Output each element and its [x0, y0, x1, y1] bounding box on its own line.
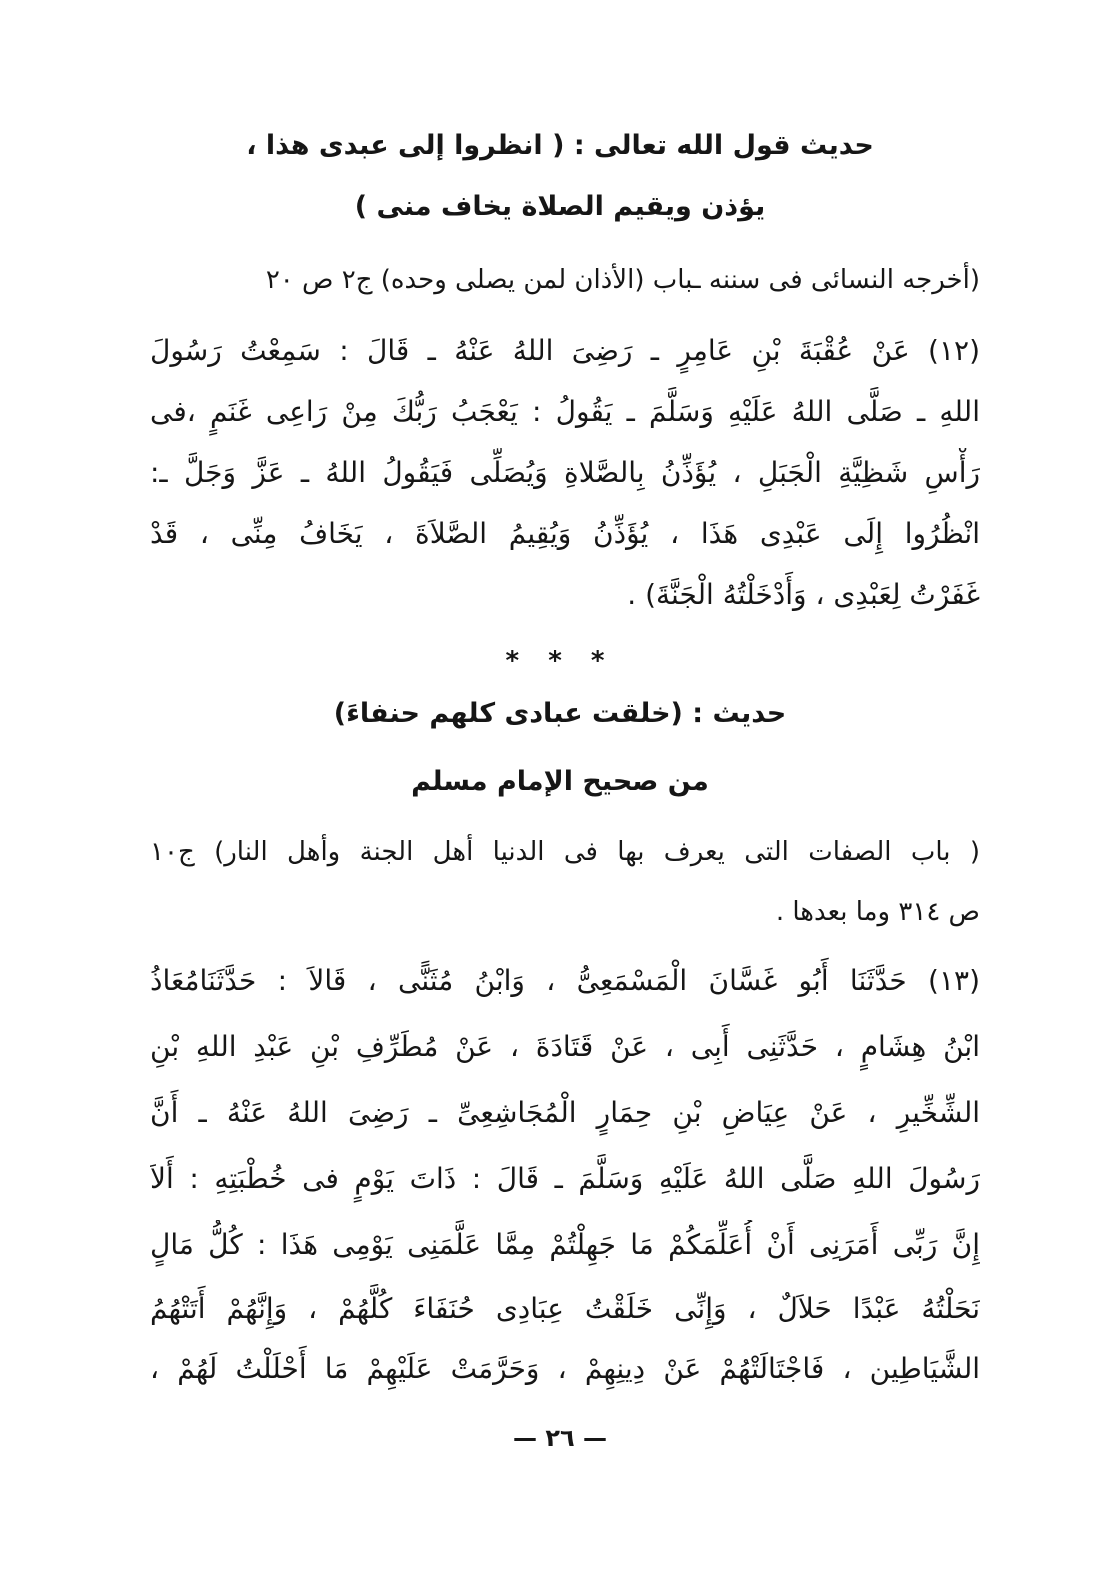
hadith-2-text-line-6: نَحَلْتُهُ عَبْدًا حَلاَلٌ ، وَإِنِّى خَلَقْتُ عِبَادِى حُنَفَاءَ كُلَّهُمْ ، وَإِنَّهُمْ أَتَتْهُمُ — [150, 1292, 980, 1325]
hadith-2-text-line-7: الشَّيَاطِين ، فَاجْتَالَتْهُمْ عَنْ دِينِهِمْ ، وَحَرَّمَتْ عَلَيْهِمْ مَا أَحْلَلْتُ لَهُمْ ، — [150, 1352, 980, 1385]
page-number: — ٢٦ — — [512, 1424, 607, 1452]
hadith-2-text-line-5: إِنَّ رَبِّى أَمَرَنِى أَنْ أُعَلِّمَكُمْ مَا جَهِلْتُمْ مِمَّا عَلَّمَنِى يَوْمِى هَذَا : كُلُّ مَالٍ — [150, 1228, 980, 1261]
hadith-2-source-line-1: ( باب الصفات التى يعرف بها فى الدنيا أهل الجنة وأهل النار) ج١٠ — [150, 837, 980, 867]
hadith-1-text-line-3: رَأْسِ شَظِيَّةِ الْجَبَلِ ، يُؤَذِّنُ بِالصَّلاةِ وَيُصَلِّى فَيَقُولُ اللهُ ـ عَزَّ وَجَلَّ ـ: — [150, 456, 980, 489]
hadith-1-text-line-5: غَفَرْتُ لِعَبْدِى ، وَأَدْخَلْتُهُ الْجَنَّةَ) . — [627, 578, 980, 611]
hadith-1-text-line-1: (١٢) عَنْ عُقْبَةَ بْنِ عَامِرٍ ـ رَضِىَ اللهُ عَنْهُ ـ قَالَ : سَمِعْتُ رَسُولَ — [150, 334, 980, 367]
section-separator: * * * — [505, 646, 615, 676]
hadith-2-heading: حديث : (خلقت عبادى كلهم حنفاءَ) — [333, 698, 787, 729]
hadith-2-subheading: من صحيح الإمام مسلم — [411, 766, 709, 797]
hadith-2-source-line-2: ص ٣١٤ وما بعدها . — [775, 897, 980, 927]
hadith-1-text-line-4: انْظُرُوا إِلَى عَبْدِى هَذَا ، يُؤَذِّنُ وَيُقِيمُ الصَّلاَةَ ، يَخَافُ مِنِّى ، قَدْ — [150, 517, 980, 550]
hadith-1-heading-line-1: حديث قول الله تعالى : ( انظروا إلى عبدى هذا ، — [246, 130, 874, 161]
hadith-1-source: (أخرجه النسائى فى سننه ـباب (الأذان لمن يصلى وحده) ج٢ ص ٢٠ — [265, 265, 980, 295]
hadith-2-text-line-2: ابْنُ هِشَامٍ ، حَدَّثَنِى أَبِى ، عَنْ قَتَادَةَ ، عَنْ مُطَرِّفِ بْنِ عَبْدِ اللهِ بْنِ — [150, 1030, 980, 1063]
hadith-2-text-line-3: الشِّخِّيرِ ، عَنْ عِيَاضِ بْنِ حِمَارٍ الْمُجَاشِعِىِّ ـ رَضِىَ اللهُ عَنْهُ ـ أَنَّ — [150, 1096, 980, 1129]
hadith-1-heading-line-2: يؤذن ويقيم الصلاة يخاف منى ) — [354, 191, 766, 222]
hadith-2-text-line-4: رَسُولَ اللهِ صَلَّى اللهُ عَلَيْهِ وَسَلَّمَ ـ قَالَ : ذَاتَ يَوْمٍ فى خُطْبَتِهِ : أَلاَ — [150, 1162, 980, 1195]
hadith-2-text-line-1: (١٣) حَدَّثَنَا أَبُو غَسَّانَ الْمَسْمَعِىُّ ، وَابْنُ مُثَنًّى ، قَالاَ : حَدَّثَنَامُعَاذُ — [150, 964, 980, 997]
hadith-1-text-line-2: اللهِ ـ صَلَّى اللهُ عَلَيْهِ وَسَلَّمَ ـ يَقُولُ : يَعْجَبُ رَبُّكَ مِنْ رَاعِى غَنَمٍ ،فى — [150, 395, 980, 428]
